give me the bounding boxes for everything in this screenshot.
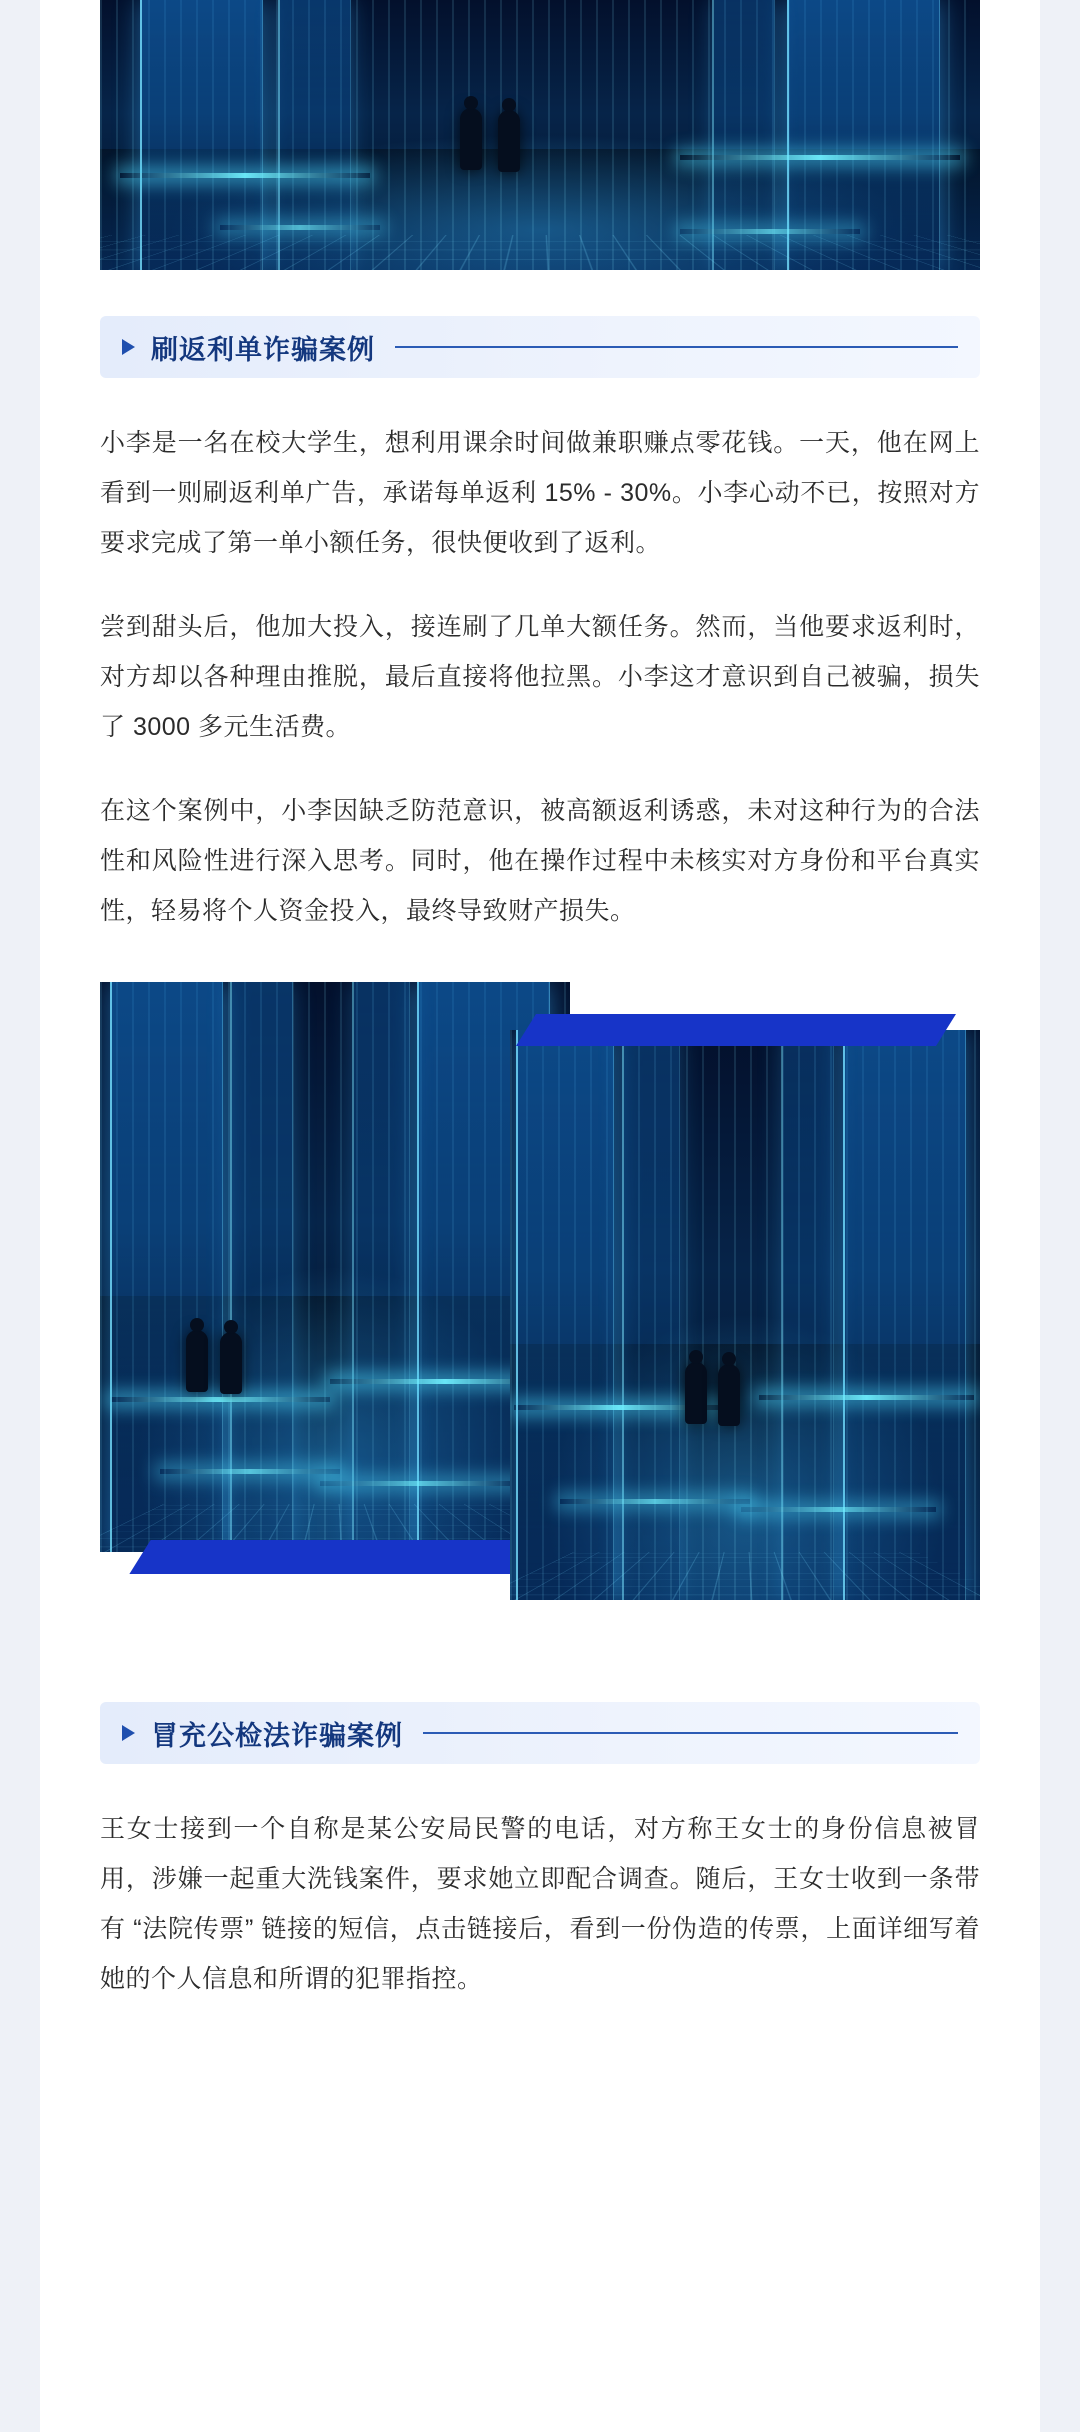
paragraph: 王女士接到一个自称是某公安局民警的电话，对方称王女士的身份信息被冒用，涉嫌一起重大洗钱案件，要求她立即配合调查。随后，王女士收到一条带有 “法院传票” 链接的短信，点击链接后，看到一份伪造的传票，上面详细写着她的个人信息和所谓的犯罪指控。 xyxy=(100,1815,980,1993)
hero-light-beam xyxy=(680,155,960,160)
image-left-art xyxy=(100,982,570,1552)
heading-rule xyxy=(395,346,958,348)
article-card xyxy=(40,0,1040,2432)
paragraph: 在这个案例中，小李因缺乏防范意识，被高额返利诱惑，未对这种行为的合法性和风险性进行深入思考。同时，他在操作过程中未核实对方身份和平台真实性，轻易将个人资金投入，最终导致财产损失。 xyxy=(100,797,980,925)
section-heading-rebate-scam xyxy=(100,316,980,378)
hero-light-beam xyxy=(220,225,380,230)
hero-figure xyxy=(460,108,482,170)
section-heading-impersonation-scam xyxy=(100,1702,980,1764)
image-pair xyxy=(100,982,980,1622)
cyber-corridor-image-left xyxy=(100,982,570,1552)
hero-image xyxy=(100,0,980,270)
image-right-art xyxy=(510,1030,980,1600)
section-title: 刷返利单诈骗案例 xyxy=(151,334,375,365)
section-title: 冒充公检法诈骗案例 xyxy=(151,1720,403,1751)
paragraph: 尝到甜头后，他加大投入，接连刷了几单大额任务。然而，当他要求返利时，对方却以各种理由推脱，最后直接将他拉黑。小李这才意识到自己被骗，损失了 3000 多元生活费。 xyxy=(100,613,980,741)
heading-rule xyxy=(423,1732,958,1734)
page-bottom-spacer xyxy=(40,2004,1040,2034)
paragraph: 小李是一名在校大学生，想利用课余时间做兼职赚点零花钱。一天，他在网上看到一则刷返利单广告，承诺每单返利 15% - 30%。小李心动不已，按照对方要求完成了第一单小额任务，很快便收到了返利。 xyxy=(100,429,980,557)
hero-figure xyxy=(498,110,520,172)
hero-light-beam xyxy=(120,173,370,178)
hero-light-beam xyxy=(680,229,860,234)
triangle-right-icon xyxy=(122,339,135,355)
hero-image-art xyxy=(100,0,980,270)
cyber-corridor-image-right xyxy=(510,1030,980,1600)
triangle-right-icon xyxy=(122,1725,135,1741)
